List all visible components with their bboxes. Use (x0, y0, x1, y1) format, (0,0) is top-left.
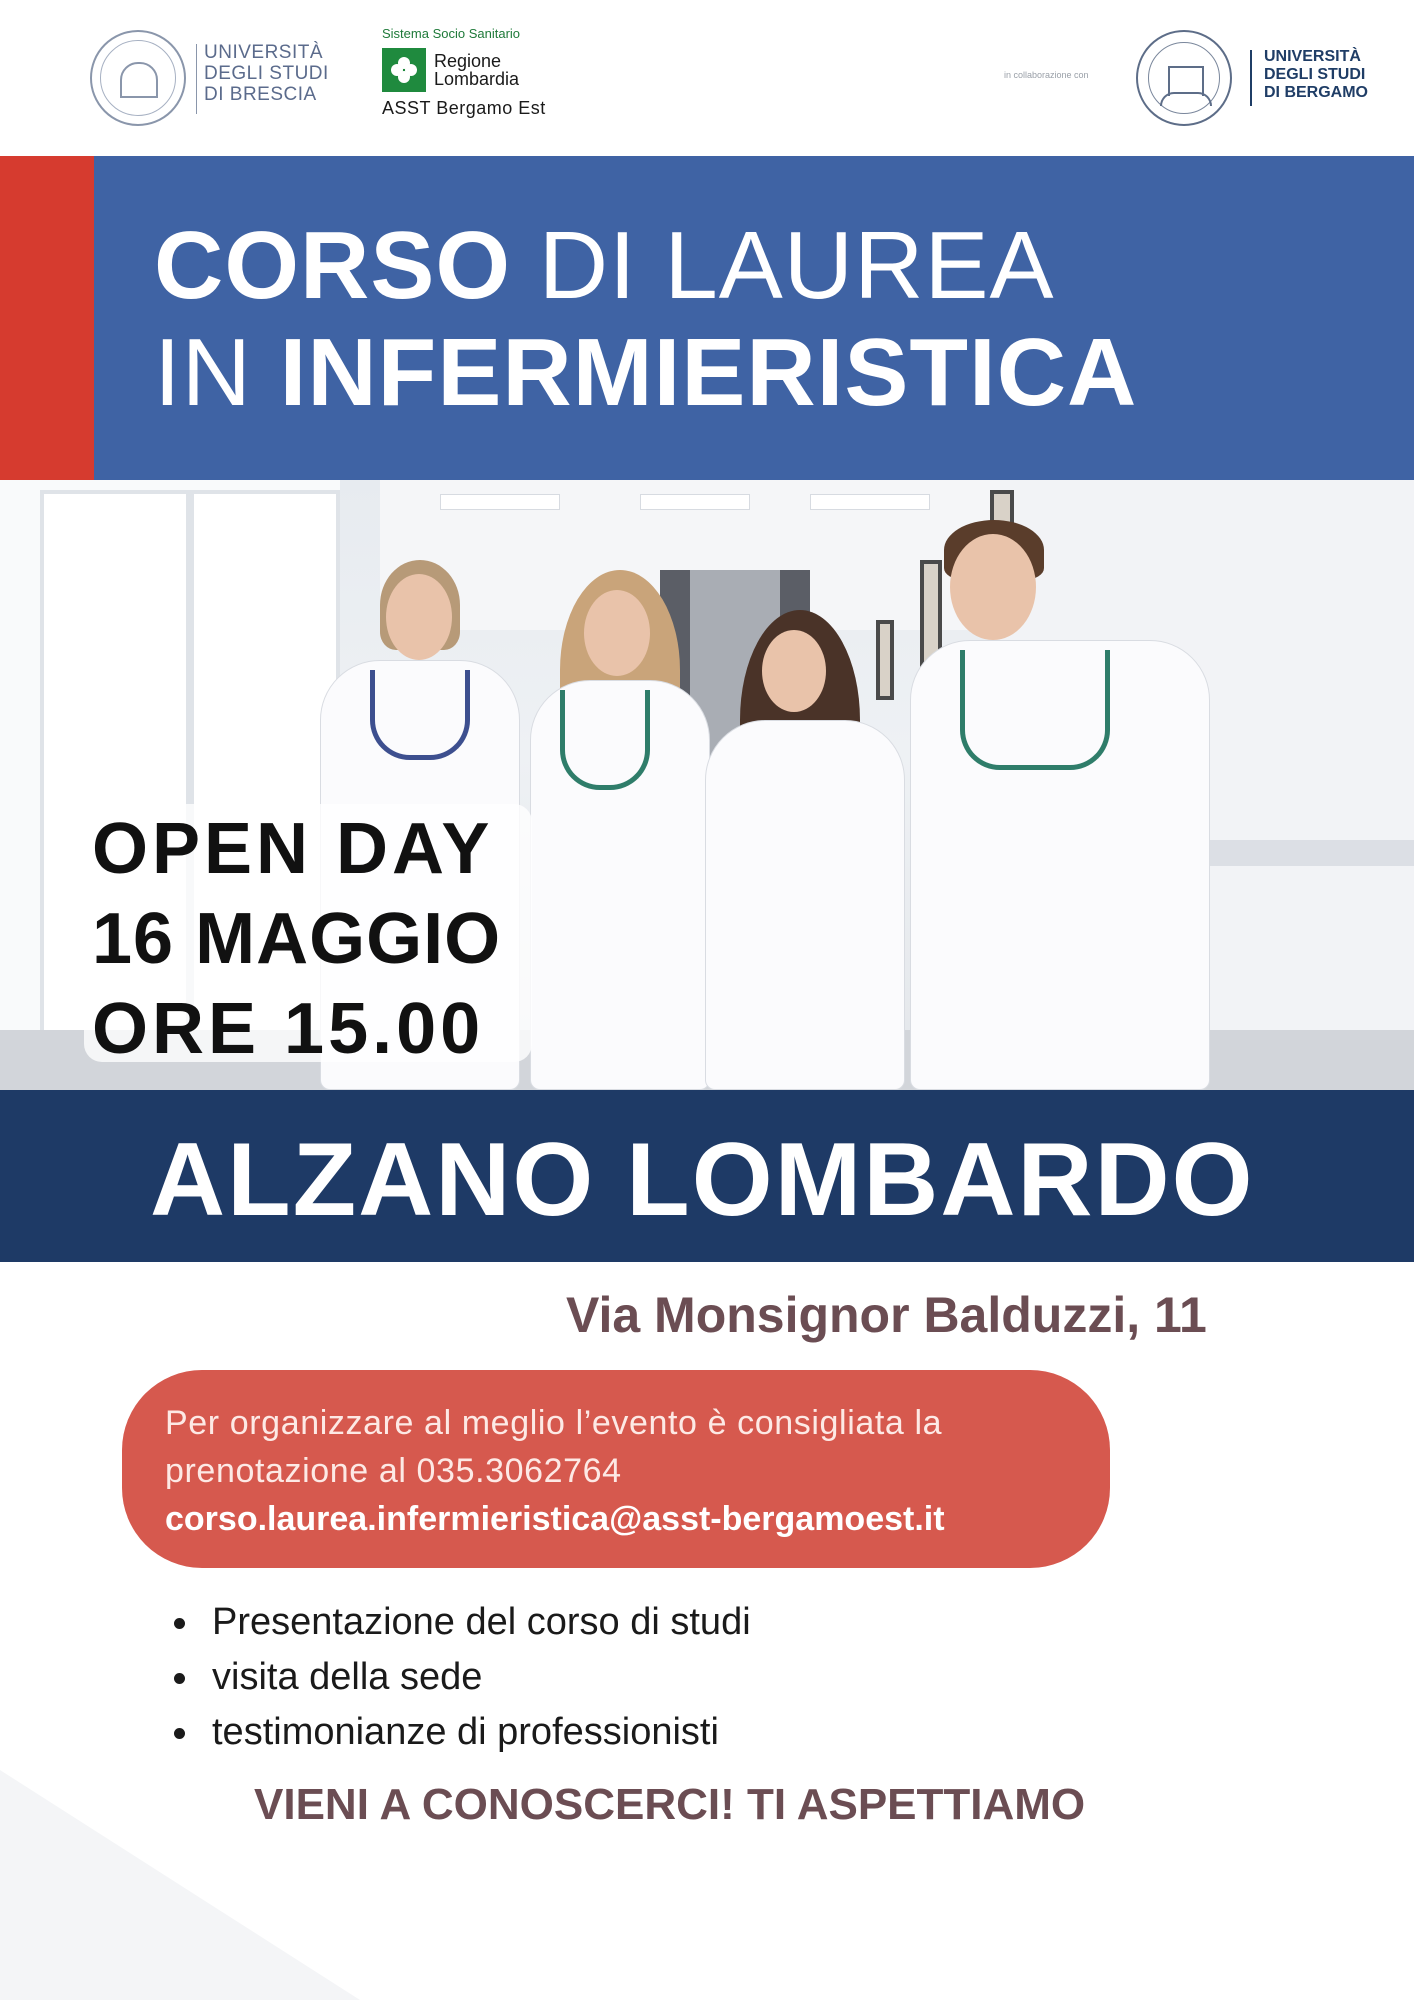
title-infermieristica: INFERMIERISTICA (279, 319, 1138, 426)
title-accent-bar (0, 156, 94, 480)
booking-text-line-1: Per organizzare al meglio l’evento è consigliata la (165, 1404, 943, 1442)
closing-message: VIENI A CONOSCERCI! TI ASPETTIAMO (254, 1780, 1086, 1829)
logo-divider (196, 44, 197, 114)
logo-universita-brescia (90, 26, 330, 126)
booking-phone: prenotazione al 035.3062764 (165, 1452, 622, 1490)
asst-name: ASST Bergamo Est (382, 98, 546, 118)
asst-region-line-2: Lombardia (434, 69, 520, 89)
unibs-line-1: UNIVERSITÀ (204, 42, 324, 63)
booking-email-link[interactable]: corso.laurea.infermieristica@asst-bergamoest.it (165, 1500, 945, 1538)
list-item: testimonianze di professionisti (170, 1706, 751, 1761)
unibs-logo-text (204, 42, 329, 105)
university-of-brescia-seal-icon (90, 30, 186, 126)
title-corso: CORSO (154, 212, 512, 319)
open-day-label: OPEN DAY (92, 809, 494, 889)
list-item: visita della sede (170, 1651, 751, 1706)
header-logos (0, 0, 1414, 156)
title-di-laurea: DI LAUREA (511, 212, 1055, 319)
photo-person (900, 520, 1230, 1090)
regione-lombardia-rose-icon (382, 48, 426, 92)
location-address: Via Monsignor Balduzzi, 11 (566, 1287, 1207, 1343)
unibg-line-3: DI BERGAMO (1264, 84, 1368, 101)
open-day-time: ORE 15.00 (92, 989, 485, 1069)
asst-region-name (434, 52, 519, 88)
university-of-bergamo-seal-icon (1136, 30, 1232, 126)
photo-person (700, 610, 910, 1090)
asst-region-line-1: Regione (434, 51, 502, 71)
unibg-logo-text (1264, 48, 1368, 102)
asst-system-label: Sistema Socio Sanitario (382, 26, 521, 41)
title-in: IN (154, 319, 280, 426)
unibs-line-3: DI BRESCIA (204, 84, 317, 105)
unibg-line-1: UNIVERSITÀ (1264, 48, 1361, 65)
title-banner (0, 156, 1414, 480)
photo-person (520, 570, 720, 1090)
location-city: ALZANO LOMBARDO (150, 1122, 1255, 1238)
logo-asst-bergamo-est (380, 26, 580, 126)
unibs-line-2: DEGLI STUDI (204, 63, 329, 84)
open-day-date: 16 MAGGIO (92, 899, 502, 979)
program-list (170, 1596, 751, 1761)
list-item: Presentazione del corso di studi (170, 1596, 751, 1651)
collaboration-label: in collaborazione con (1004, 70, 1089, 80)
course-title-line-2 (154, 318, 1137, 428)
logo-divider (1250, 50, 1252, 106)
unibg-line-2: DEGLI STUDI (1264, 66, 1366, 83)
course-title-line-1 (154, 211, 1055, 321)
logo-universita-bergamo (1136, 26, 1396, 126)
